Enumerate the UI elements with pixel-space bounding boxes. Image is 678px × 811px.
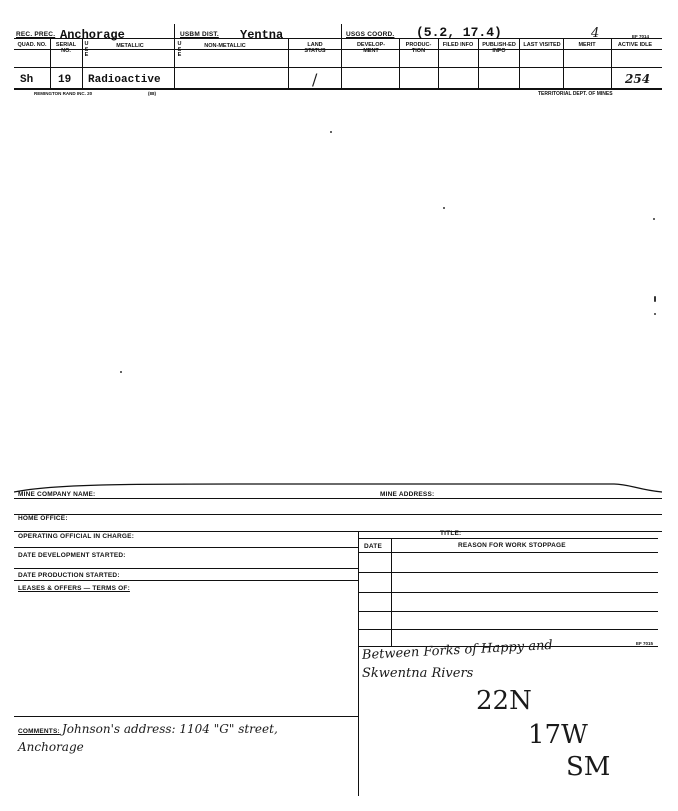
usgs-coord-label: USGS COORD.: [346, 31, 395, 38]
usbm-dist-label: USBM DIST.: [180, 31, 219, 38]
record-quad: Sh: [20, 74, 34, 86]
rec-prec-label: REC. PREC.: [16, 31, 56, 38]
scan-speck: [443, 207, 445, 209]
record-land-status: /: [312, 70, 318, 89]
leases-offers-label: LEASES & OFFERS — TERMS OF:: [18, 585, 130, 592]
col-active-idle: ACTIVE IDLE: [617, 42, 653, 48]
scan-speck: [654, 296, 656, 302]
mine-company-name-label: MINE COMPANY NAME:: [18, 491, 96, 498]
printer-code: (88): [148, 91, 157, 96]
record-serial: 19: [58, 74, 72, 86]
corner-mark: 4: [591, 26, 600, 41]
location-line1: Between Forks of Happy and: [361, 638, 554, 663]
form-code-bottom: EF 7015: [636, 641, 654, 646]
home-office-label: HOME OFFICE:: [18, 515, 68, 522]
scan-speck: [120, 371, 122, 373]
col-non-metallic: NON-METALLIC: [204, 43, 246, 49]
col-use-2: USE: [177, 41, 182, 58]
date-col-label: DATE: [364, 543, 383, 550]
operating-official-label: OPERATING OFFICIAL IN CHARGE:: [18, 533, 135, 540]
card-top-edge: [14, 476, 662, 496]
col-development: DEVELOP-MENT: [356, 42, 386, 54]
col-last-visited: LAST VISITED: [523, 42, 561, 48]
date-development-label: DATE DEVELOPMENT STARTED:: [18, 552, 126, 559]
meridian: SM: [566, 752, 611, 782]
record-active-idle: 254: [625, 72, 651, 86]
form-code-top: EF 7014: [632, 34, 650, 39]
rec-prec-value: Anchorage: [60, 28, 125, 42]
department: TERRITORIAL DEPT. OF MINES: [538, 91, 613, 97]
col-use-1: USE: [84, 41, 89, 58]
mine-address-label: MINE ADDRESS:: [380, 491, 435, 498]
scan-speck: [653, 218, 655, 220]
title-label: TITLE:: [440, 530, 462, 537]
record-metallic: Radioactive: [88, 74, 161, 86]
date-production-label: DATE PRODUCTION STARTED:: [18, 572, 120, 579]
col-quad-no: QUAD. NO.: [17, 42, 47, 48]
col-serial-no: SERIAL NO.: [55, 42, 77, 54]
comments-text-line1: Johnson's address: 1104 "G" street,: [62, 722, 278, 736]
usbm-dist-value: Yentna: [240, 28, 284, 42]
scan-speck: [330, 131, 332, 133]
range: 17W: [528, 720, 588, 750]
scan-speck: [654, 313, 656, 315]
usgs-coord-value: (5.2, 17.4): [416, 25, 502, 40]
comments-text-line2: Anchorage: [18, 740, 84, 754]
col-merit: MERIT: [578, 42, 596, 48]
col-land-status: LAND STATUS: [304, 42, 326, 54]
reason-col-label: REASON FOR WORK STOPPAGE: [458, 542, 566, 549]
township: 22N: [476, 686, 532, 716]
printer-line: REMINGTON RAND INC. 20: [34, 91, 93, 96]
comments-label: COMMENTS:: [18, 728, 60, 735]
col-published-info: PUBLISH-ED INFO: [482, 42, 516, 54]
location-line2: Skwentna Rivers: [362, 666, 474, 681]
col-filed-info: FILED INFO: [442, 42, 474, 48]
col-metallic: METALLIC: [116, 43, 144, 49]
col-production: PRODUC-TION: [405, 42, 432, 54]
